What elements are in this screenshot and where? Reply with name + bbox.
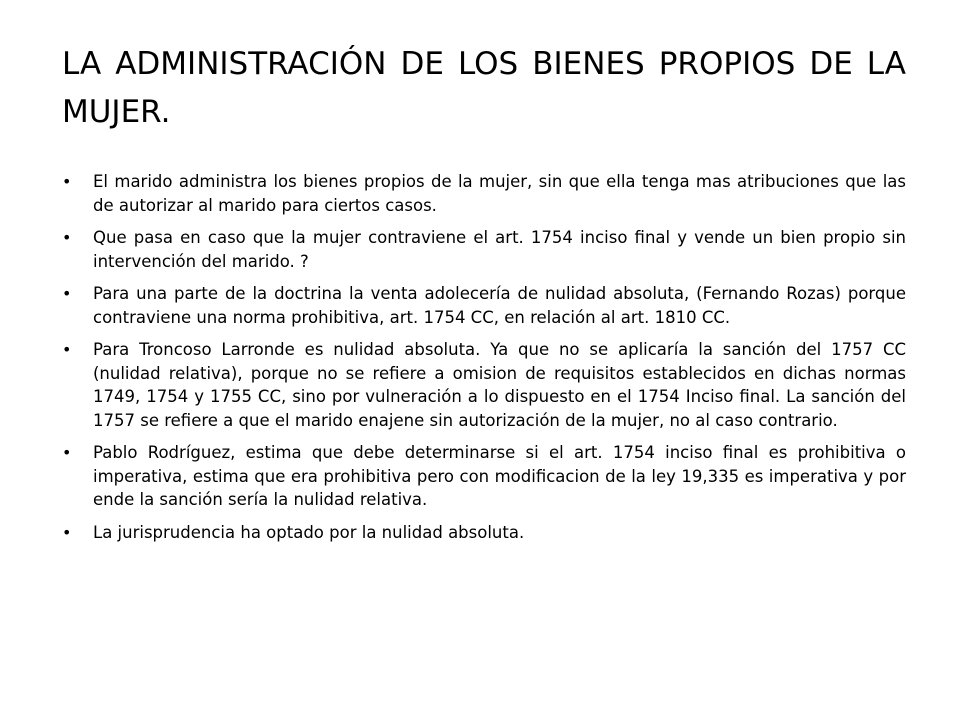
bullet-text: Que pasa en caso que la mujer contraviene el art. 1754 inciso final y vende un bien propio sin intervención del marido. ? [93, 228, 906, 271]
bullet-icon: • [62, 172, 72, 191]
bullet-text: La jurisprudencia ha optado por la nulidad absoluta. [93, 522, 525, 542]
bullet-icon: • [62, 228, 72, 247]
bullet-item [62, 441, 906, 512]
bullet-item [62, 226, 906, 273]
bullet-icon: • [62, 284, 72, 303]
bullet-icon: • [62, 522, 72, 542]
bullet-text: Pablo Rodríguez, estima que debe determinarse si el art. 1754 inciso final es prohibitiva o imperativa, estima que era prohibitiva pero con modificacion de la ley 19,335 es imperativa y por ende la sanción sería la nulidad relativa. [93, 443, 906, 509]
bullet-icon: • [62, 443, 72, 462]
bullet-icon: • [62, 340, 72, 359]
bullet-item [62, 170, 906, 217]
bullet-text: Para Troncoso Larronde es nulidad absoluta. Ya que no se aplicaría la sanción del 1757 CC (nulidad relativa), porque no se refiere a omision de requisitos establecidos en dichas normas 1749, 1754 y 1755 CC, sino por vulneración a lo dispuesto en el 1754 Inciso final. La sanción del 1757 se refiere a que el marido enajene sin autorización de la mujer, no al caso contrario. [93, 340, 906, 430]
slide-title: LA ADMINISTRACIÓN DE LOS BIENES PROPIOS DE LA MUJER. [62, 46, 906, 130]
bullet-list [62, 170, 906, 553]
bullet-item [62, 282, 906, 329]
bullet-text: Para una parte de la doctrina la venta adolecería de nulidad absoluta, (Fernando Rozas) porque contraviene una norma prohibitiva, art. 1754 CC, en relación al art. 1810 CC. [93, 284, 906, 327]
bullet-text: El marido administra los bienes propios de la mujer, sin que ella tenga mas atribuciones que las de autorizar al marido para ciertos casos. [93, 172, 906, 215]
bullet-item [62, 338, 906, 432]
bullet-item [62, 521, 906, 545]
